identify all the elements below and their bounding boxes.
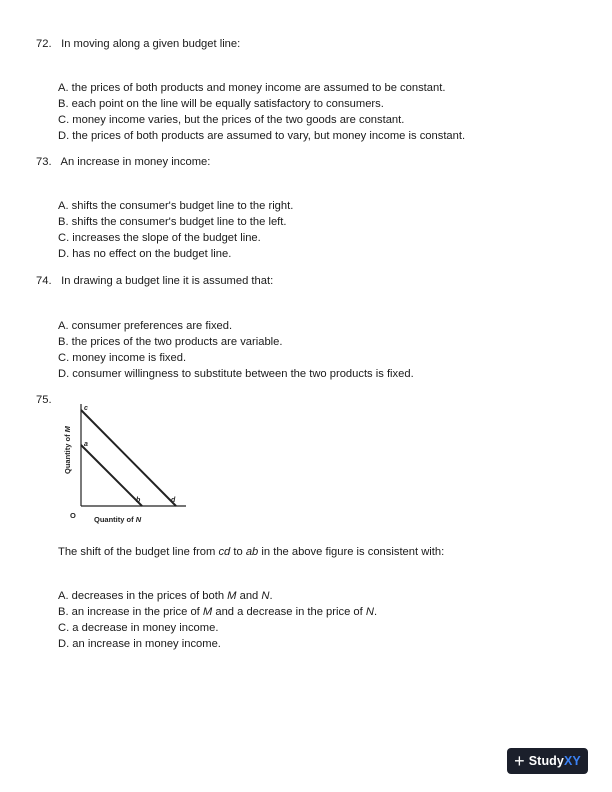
option-d: D. consumer willingness to substitute between the two products is fixed. bbox=[58, 368, 414, 380]
question-74 bbox=[36, 273, 586, 289]
option-b: B. the prices of the two products are variable. bbox=[58, 336, 283, 348]
option-d: D. has no effect on the budget line. bbox=[58, 248, 232, 260]
point-d-label: d bbox=[171, 497, 176, 504]
option-a: A. consumer preferences are fixed. bbox=[58, 320, 233, 332]
question-stem: In moving along a given budget line: bbox=[61, 38, 241, 50]
question-stem: In drawing a budget line it is assumed that: bbox=[61, 275, 274, 287]
budget-line-figure bbox=[58, 398, 198, 530]
question-number: 75. bbox=[36, 394, 52, 406]
question-72-options bbox=[58, 80, 578, 144]
point-c-label: c bbox=[84, 405, 88, 412]
point-b-label: b bbox=[136, 497, 141, 504]
origin-label: O bbox=[70, 511, 76, 520]
option-b: B. each point on the line will be equally satisfactory to consumers. bbox=[58, 98, 384, 110]
studyxy-badge[interactable] bbox=[507, 748, 588, 774]
option-a: A. shifts the consumer's budget line to the right. bbox=[58, 200, 294, 212]
option-b: B. an increase in the price of M and a decrease in the price of N. bbox=[58, 606, 378, 618]
x-axis-label: Quantity of N bbox=[94, 515, 142, 524]
option-a: A. the prices of both products and money income are assumed to be constant. bbox=[58, 82, 446, 94]
question-73 bbox=[36, 154, 586, 170]
point-a-label: a bbox=[84, 441, 88, 448]
y-axis-label: Quantity of M bbox=[63, 426, 72, 474]
question-number: 73. bbox=[36, 156, 52, 168]
brand-name: StudyXY bbox=[528, 754, 581, 768]
option-d: D. the prices of both products are assumed to vary, but money income is constant. bbox=[58, 130, 466, 142]
question-74-options bbox=[58, 318, 578, 382]
plus-icon: + bbox=[514, 751, 525, 771]
question-number: 72. bbox=[36, 38, 52, 50]
question-75-stem: The shift of the budget line from cd to ab in the above figure is consistent with: bbox=[58, 546, 445, 558]
budget-line-ab bbox=[81, 445, 142, 506]
option-d: D. an increase in money income. bbox=[58, 638, 221, 650]
option-b: B. shifts the consumer's budget line to the left. bbox=[58, 216, 287, 228]
option-c: C. increases the slope of the budget line. bbox=[58, 232, 261, 244]
question-75-options bbox=[58, 588, 578, 652]
option-a: A. decreases in the prices of both M and N. bbox=[58, 590, 273, 602]
option-c: C. money income is fixed. bbox=[58, 352, 187, 364]
question-72 bbox=[36, 36, 586, 52]
question-number: 74. bbox=[36, 275, 52, 287]
option-c: C. money income varies, but the prices of the two goods are constant. bbox=[58, 114, 405, 126]
option-c: C. a decrease in money income. bbox=[58, 622, 219, 634]
question-stem: An increase in money income: bbox=[60, 156, 211, 168]
question-73-options bbox=[58, 198, 578, 262]
